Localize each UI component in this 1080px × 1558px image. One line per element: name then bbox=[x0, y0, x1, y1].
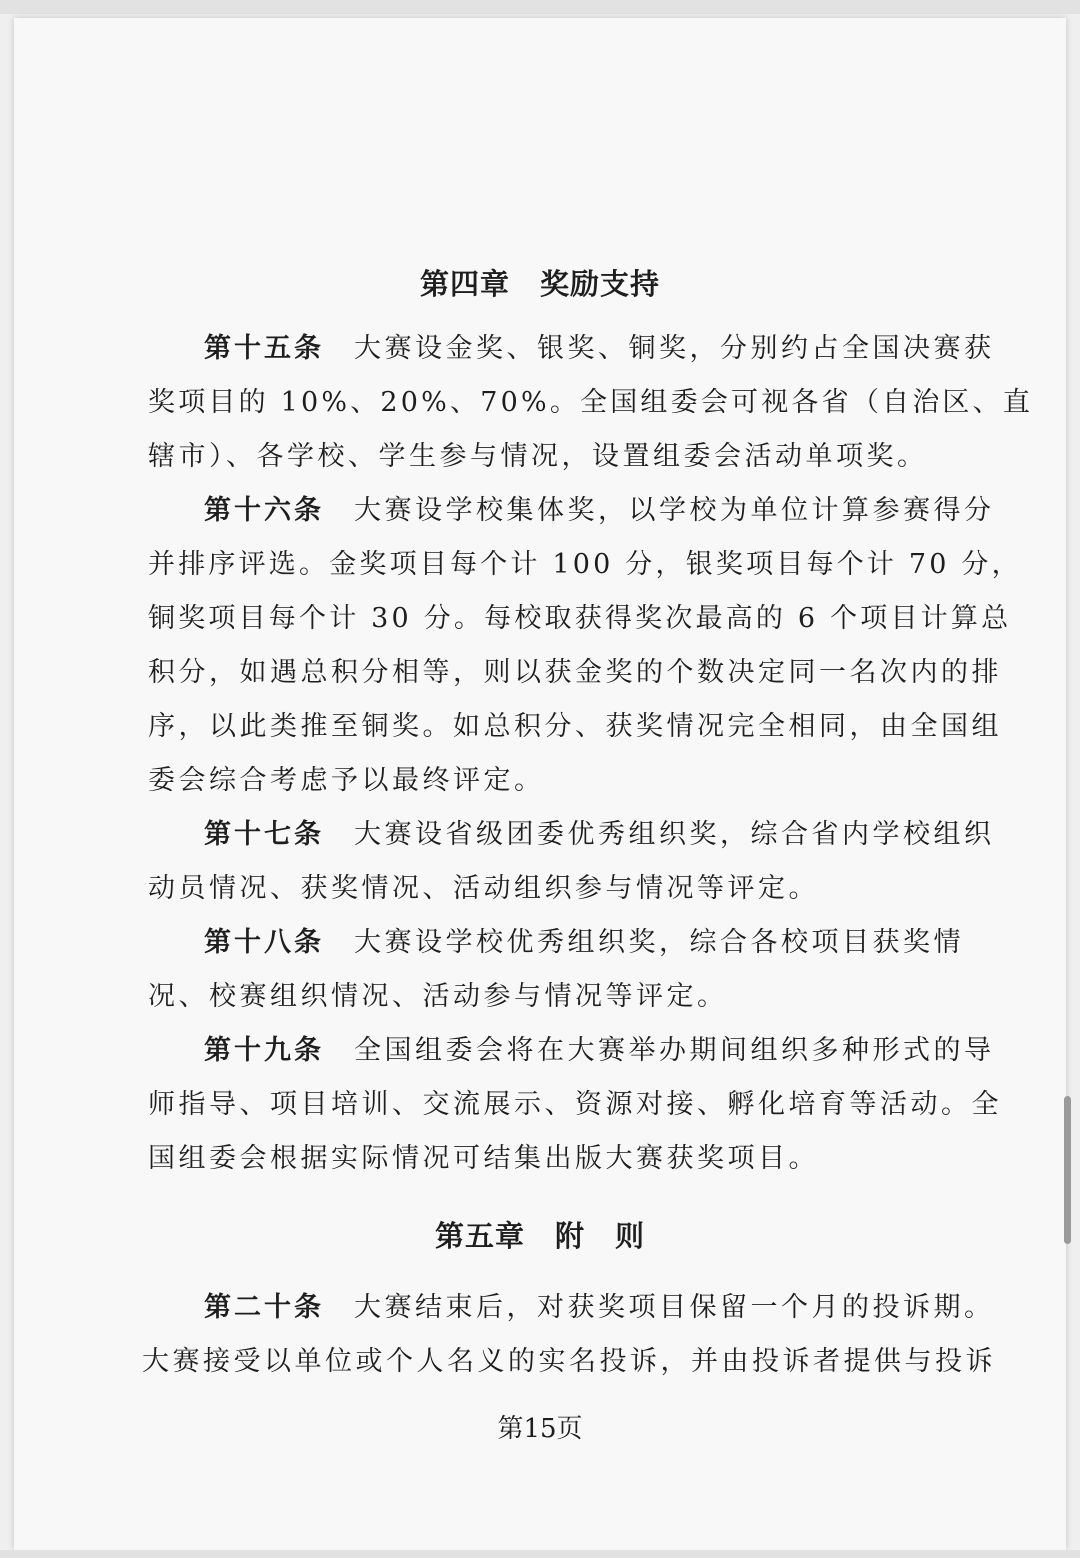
article-19-line-3: 国组委会根据实际情况可结集出版大赛获奖项目。 bbox=[148, 1143, 819, 1174]
article-16-line-1: 第十六条 大赛设学校集体奖，以学校为单位计算参赛得分 bbox=[204, 495, 995, 526]
article-19-label: 第十九条 bbox=[204, 1035, 324, 1066]
article-15-line-2: 奖项目的 10%、20%、70%。全国组委会可视各省（自治区、直 bbox=[148, 387, 1034, 418]
article-20-line-1: 第二十条 大赛结束后，对获奖项目保留一个月的投诉期。 bbox=[204, 1292, 995, 1323]
article-15-line-1: 第十五条 大赛设金奖、银奖、铜奖，分别约占全国决赛获 bbox=[204, 333, 995, 364]
article-16-line-3: 铜奖项目每个计 30 分。每校取获得奖次最高的 6 个项目计算总 bbox=[148, 603, 1012, 634]
article-20-line-2: 大赛接受以单位或个人名义的实名投诉，并由投诉者提供与投诉 bbox=[142, 1346, 996, 1377]
article-15-label: 第十五条 bbox=[204, 333, 324, 364]
article-16-line-4: 积分，如遇总积分相等，则以获金奖的个数决定同一名次内的排 bbox=[148, 657, 1002, 688]
document-page bbox=[14, 18, 1066, 1550]
article-20-label: 第二十条 bbox=[204, 1292, 324, 1323]
article-17-label: 第十七条 bbox=[204, 819, 324, 850]
article-17-line-1: 第十七条 大赛设省级团委优秀组织奖，综合省内学校组织 bbox=[204, 819, 995, 850]
article-16-line-6: 委会综合考虑予以最终评定。 bbox=[148, 765, 545, 796]
article-16-label: 第十六条 bbox=[204, 495, 324, 526]
article-18-label: 第十八条 bbox=[204, 927, 324, 958]
article-19-line-2: 师指导、项目培训、交流展示、资源对接、孵化培育等活动。全 bbox=[148, 1089, 1002, 1120]
article-18-line-2: 况、校赛组织情况、活动参与情况等评定。 bbox=[148, 981, 728, 1012]
bottom-bar bbox=[0, 1550, 1080, 1558]
chapter-5-title: 第五章 附 则 bbox=[434, 1219, 645, 1253]
article-18-line-1: 第十八条 大赛设学校优秀组织奖，综合各校项目获奖情 bbox=[204, 927, 964, 958]
article-16-line-2: 并排序评选。金奖项目每个计 100 分，银奖项目每个计 70 分， bbox=[148, 549, 1022, 580]
article-17-line-2: 动员情况、获奖情况、活动组织参与情况等评定。 bbox=[148, 873, 819, 904]
chapter-4-title: 第四章 奖励支持 bbox=[419, 267, 660, 301]
vertical-scrollbar[interactable] bbox=[1064, 1096, 1071, 1244]
article-15-line-3: 辖市）、各学校、学生参与情况，设置组委会活动单项奖。 bbox=[148, 441, 928, 472]
article-16-line-5: 序，以此类推至铜奖。如总积分、获奖情况完全相同，由全国组 bbox=[148, 711, 1002, 742]
top-bar bbox=[0, 0, 1080, 14]
page-number: 第15页 bbox=[497, 1414, 583, 1444]
article-19-line-1: 第十九条 全国组委会将在大赛举办期间组织多种形式的导 bbox=[204, 1035, 995, 1066]
